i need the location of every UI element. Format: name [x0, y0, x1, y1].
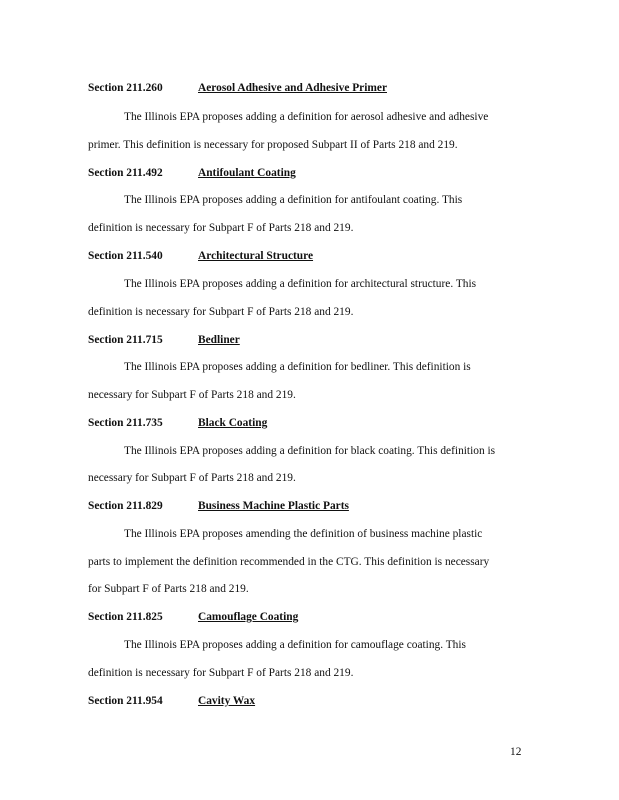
page-number: 12	[510, 746, 522, 758]
section-heading	[88, 611, 298, 623]
section-title: Aerosol Adhesive and Adhesive Primer	[198, 82, 387, 94]
section-number: Section 211.492	[88, 167, 163, 179]
section-heading	[88, 82, 387, 94]
section-number: Section 211.735	[88, 417, 163, 429]
paragraph-line: The Illinois EPA proposes adding a definition for antifoulant coating. This	[124, 194, 463, 206]
section-title: Camouflage Coating	[198, 611, 299, 623]
section-title: Black Coating	[198, 417, 268, 429]
paragraph-line: definition is necessary for Subpart F of Parts 218 and 219.	[88, 222, 354, 234]
section-heading	[88, 167, 296, 179]
paragraph-line: primer. This definition is necessary for proposed Subpart II of Parts 218 and 219.	[88, 139, 458, 151]
paragraph-line: for Subpart F of Parts 218 and 219.	[88, 583, 249, 595]
section-title: Cavity Wax	[198, 695, 256, 707]
paragraph-line: The Illinois EPA proposes adding a definition for aerosol adhesive and adhesive	[124, 111, 489, 123]
paragraph-line: definition is necessary for Subpart F of Parts 218 and 219.	[88, 667, 354, 679]
paragraph-line: The Illinois EPA proposes adding a definition for architectural structure. This	[124, 278, 477, 290]
paragraph-line: parts to implement the definition recommended in the CTG. This definition is necessary	[88, 556, 490, 568]
paragraph-line: definition is necessary for Subpart F of Parts 218 and 219.	[88, 306, 354, 318]
paragraph-line: The Illinois EPA proposes amending the definition of business machine plastic	[124, 528, 483, 540]
paragraph-line: necessary for Subpart F of Parts 218 and 219.	[88, 389, 296, 401]
paragraph-line: The Illinois EPA proposes adding a definition for camouflage coating. This	[124, 639, 466, 651]
section-title: Business Machine Plastic Parts	[198, 500, 349, 512]
paragraph-line: The Illinois EPA proposes adding a definition for bedliner. This definition is	[124, 361, 471, 373]
section-heading	[88, 250, 313, 262]
section-number: Section 211.825	[88, 611, 163, 623]
section-number: Section 211.829	[88, 500, 163, 512]
section-number: Section 211.260	[88, 82, 163, 94]
section-number: Section 211.540	[88, 250, 163, 262]
section-title: Architectural Structure	[198, 250, 314, 262]
section-number: Section 211.715	[88, 334, 163, 346]
section-title: Antifoulant Coating	[198, 167, 296, 179]
section-heading	[88, 417, 267, 429]
paragraph-line: necessary for Subpart F of Parts 218 and 219.	[88, 472, 296, 484]
section-title: Bedliner	[198, 334, 240, 346]
section-heading	[88, 695, 255, 707]
section-heading	[88, 500, 349, 512]
section-number: Section 211.954	[88, 695, 163, 707]
section-heading	[88, 334, 240, 346]
paragraph-line: The Illinois EPA proposes adding a definition for black coating. This definition is	[124, 445, 496, 457]
